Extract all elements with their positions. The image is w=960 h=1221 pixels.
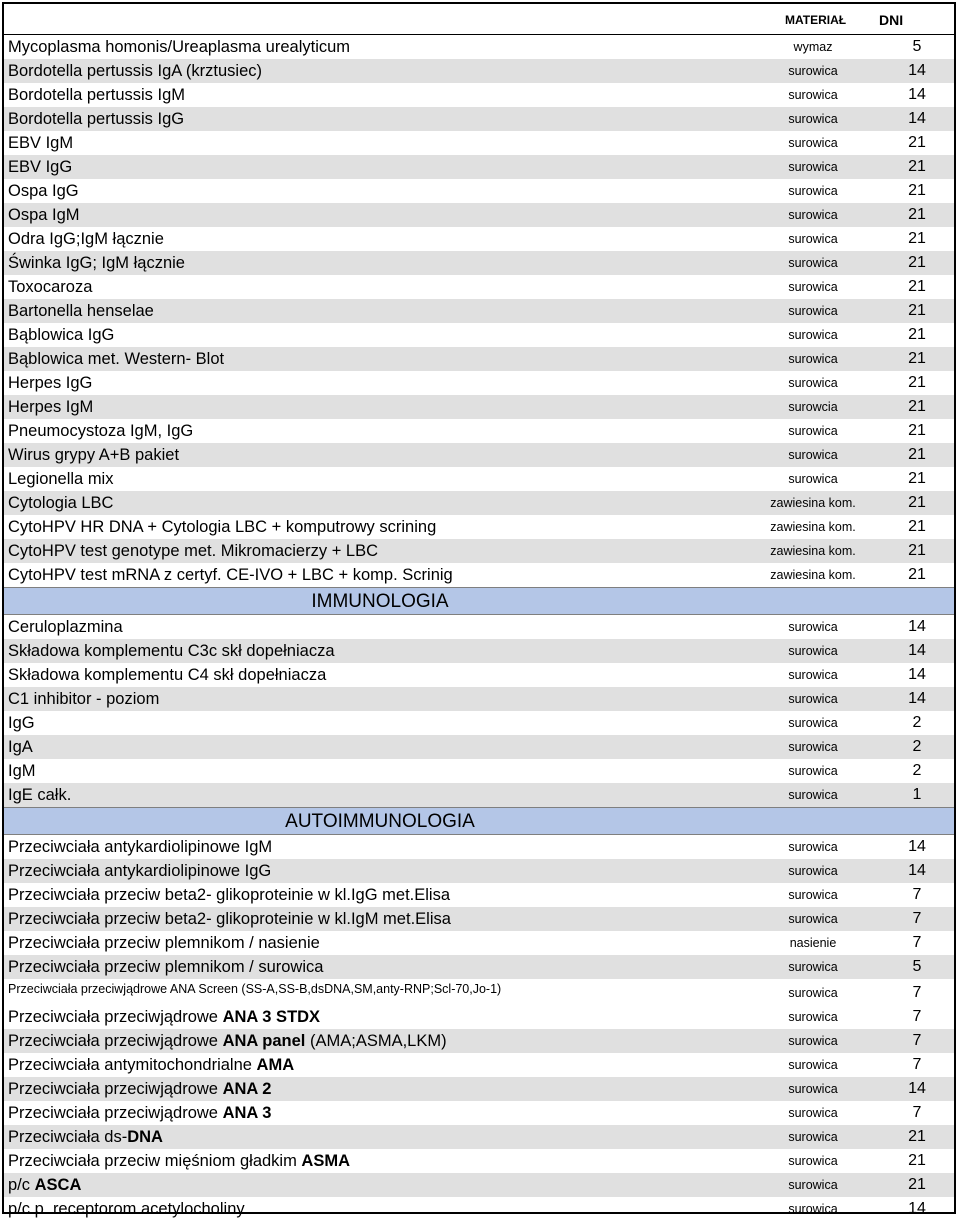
material-cell: surowica	[788, 1010, 838, 1024]
material-cell: surowica	[788, 88, 838, 102]
material-column-header: MATERIAŁ	[785, 13, 847, 27]
test-name: Przeciwciała antykardiolipinowe IgG	[8, 862, 272, 880]
table-header	[4, 4, 954, 35]
material-cell: surowica	[788, 232, 838, 246]
material-cell: surowica	[788, 1034, 838, 1048]
test-name: Bordotella pertussis IgA (krztusiec)	[8, 62, 263, 80]
days-cell: 7	[912, 934, 922, 951]
section-autoimmunologia	[4, 807, 954, 835]
material-cell: surowica	[788, 472, 838, 486]
test-name: Legionella mix	[8, 470, 114, 488]
material-cell: wymaz	[793, 40, 833, 54]
test-group-general	[4, 35, 954, 587]
days-cell: 21	[908, 494, 926, 511]
table-row	[4, 83, 954, 107]
table-row	[4, 735, 954, 759]
days-cell: 21	[908, 518, 926, 535]
material-cell: surowica	[788, 376, 838, 390]
days-cell: 5	[912, 958, 922, 975]
material-cell: surowica	[788, 620, 838, 634]
table-row	[4, 615, 954, 639]
days-cell: 21	[908, 446, 926, 463]
test-group-autoimmunologia	[4, 835, 954, 979]
days-cell: 21	[908, 422, 926, 439]
material-cell: surowcia	[788, 400, 838, 414]
test-name: Ospa IgM	[8, 206, 80, 224]
test-name-emphasis: DNA	[127, 1128, 163, 1146]
days-cell: 21	[908, 182, 926, 199]
test-name: Przeciwciała antykardiolipinowe IgM	[8, 838, 273, 856]
test-name: Przeciwciała przeciw beta2- glikoproteinie w kl.IgG met.Elisa	[8, 886, 451, 904]
test-name-emphasis: ASCA	[34, 1176, 82, 1194]
table-row	[4, 563, 954, 587]
material-cell: surowica	[788, 304, 838, 318]
material-cell: surowica	[788, 1178, 838, 1192]
days-cell: 21	[908, 278, 926, 295]
test-name: Odra IgG;IgM łącznie	[8, 230, 164, 248]
material-cell: surowica	[788, 788, 838, 802]
table-row	[4, 955, 954, 979]
days-cell: 7	[912, 1032, 922, 1049]
table-row	[4, 35, 954, 59]
table-row	[4, 59, 954, 83]
table-row	[4, 883, 954, 907]
test-name: Bąblowica met. Western- Blot	[8, 350, 225, 368]
test-name: Cytologia LBC	[8, 494, 114, 512]
table-row	[4, 1053, 954, 1077]
days-cell: 21	[908, 1176, 926, 1193]
test-name: Bordotella pertussis IgM	[8, 86, 185, 104]
table-row	[4, 979, 954, 1005]
days-cell: 21	[908, 134, 926, 151]
material-cell: surowica	[788, 716, 838, 730]
days-column-header: DNI	[879, 12, 904, 28]
material-cell: surowica	[788, 352, 838, 366]
material-cell: surowica	[788, 1058, 838, 1072]
table-row	[4, 323, 954, 347]
table-row	[4, 931, 954, 955]
material-cell: surowica	[788, 280, 838, 294]
test-name: Składowa komplementu C4 skł dopełniacza	[8, 666, 327, 684]
test-name-emphasis: AMA	[256, 1056, 295, 1074]
table-row	[4, 907, 954, 931]
table-row	[4, 1125, 954, 1149]
material-cell: surowica	[788, 644, 838, 658]
days-cell: 21	[908, 326, 926, 343]
material-cell: surowica	[788, 888, 838, 902]
test-name: IgG	[8, 714, 35, 732]
table-row	[4, 131, 954, 155]
days-cell: 21	[908, 470, 926, 487]
days-cell: 1	[912, 786, 922, 803]
test-name: Bartonella henselae	[8, 302, 154, 320]
days-cell: 2	[912, 738, 922, 755]
table-row	[4, 227, 954, 251]
material-cell: surowica	[788, 328, 838, 342]
test-name: Bąblowica IgG	[8, 326, 115, 344]
table-row	[4, 1101, 954, 1125]
table-row	[4, 759, 954, 783]
test-name-part: p/c p. receptorom acetylocholiny	[8, 1200, 245, 1218]
table-row	[4, 639, 954, 663]
test-name: Wirus grypy A+B pakiet	[8, 446, 180, 464]
test-name-emphasis: ANA panel	[222, 1032, 306, 1050]
test-name: Przeciwciała przeciwjądrowe ANA Screen (SS-A,SS-B,dsDNA,SM,anty-RNP;Scl-70,Jo-1)	[8, 982, 502, 996]
table-row	[4, 539, 954, 563]
material-cell: zawiesina kom.	[770, 544, 856, 558]
days-cell: 21	[908, 374, 926, 391]
test-name	[8, 1053, 294, 1077]
table-row	[4, 711, 954, 735]
material-cell: surowica	[788, 1154, 838, 1168]
days-cell: 14	[908, 1200, 926, 1217]
test-group-ana	[4, 1005, 954, 1221]
material-cell: surowica	[788, 256, 838, 270]
test-name: Przeciwciała przeciw beta2- glikoproteinie w kl.IgM met.Elisa	[8, 910, 451, 928]
test-name	[8, 1077, 271, 1101]
days-cell: 14	[908, 86, 926, 103]
test-name-emphasis: ANA 3 STDX	[222, 1008, 321, 1026]
table-row	[4, 783, 954, 807]
test-name-emphasis: ANA 3	[222, 1104, 272, 1122]
test-name: Herpes IgM	[8, 398, 94, 416]
test-name	[8, 1125, 163, 1149]
test-name: EBV IgG	[8, 158, 73, 176]
test-name	[8, 1005, 320, 1029]
table-row	[4, 1005, 954, 1029]
test-name: CytoHPV test genotype met. Mikromacierzy + LBC	[8, 542, 379, 560]
days-cell: 21	[908, 1128, 926, 1145]
material-cell: surowica	[788, 136, 838, 150]
table-row	[4, 347, 954, 371]
test-name: EBV IgM	[8, 134, 74, 152]
test-name: Bordotella pertussis IgG	[8, 110, 185, 128]
test-name	[8, 1173, 81, 1197]
days-cell: 7	[912, 1056, 922, 1073]
days-cell: 14	[908, 618, 926, 635]
material-cell: surowica	[788, 112, 838, 126]
days-cell: 2	[912, 714, 922, 731]
table-row	[4, 251, 954, 275]
material-cell: surowica	[788, 1082, 838, 1096]
days-cell: 14	[908, 642, 926, 659]
days-cell: 7	[912, 1008, 922, 1025]
table-row	[4, 1029, 954, 1053]
table-row	[4, 395, 954, 419]
material-cell: surowica	[788, 840, 838, 854]
material-cell: surowica	[788, 912, 838, 926]
section-title: IMMUNOLOGIA	[311, 591, 449, 612]
material-cell: surowica	[788, 160, 838, 174]
days-cell: 21	[908, 230, 926, 247]
test-name: IgA	[8, 738, 33, 756]
material-cell: surowica	[788, 668, 838, 682]
table-row	[4, 1077, 954, 1101]
table-row	[4, 155, 954, 179]
table-row	[4, 859, 954, 883]
material-cell: surowica	[788, 1106, 838, 1120]
days-cell: 14	[908, 110, 926, 127]
days-cell: 14	[908, 690, 926, 707]
table-row	[4, 443, 954, 467]
table-row	[4, 663, 954, 687]
test-name-part: (AMA;ASMA,LKM)	[305, 1032, 447, 1050]
test-name: IgM	[8, 762, 36, 780]
material-cell: surowica	[788, 184, 838, 198]
test-name-part: Przeciwciała przeciw mięśniom gładkim	[8, 1152, 302, 1170]
material-cell: surowica	[788, 424, 838, 438]
days-cell: 7	[912, 984, 922, 1001]
test-name-part: Przeciwciała ds-	[8, 1128, 128, 1146]
test-name: Herpes IgG	[8, 374, 93, 392]
days-cell: 14	[908, 862, 926, 879]
days-cell: 21	[908, 302, 926, 319]
material-cell: surowica	[788, 692, 838, 706]
table-row	[4, 835, 954, 859]
days-cell: 5	[912, 38, 922, 55]
table-row	[4, 179, 954, 203]
table-row	[4, 419, 954, 443]
test-name-emphasis: ASMA	[301, 1152, 351, 1170]
test-name: CytoHPV test mRNA z certyf. CE-IVO + LBC + komp. Scrinig	[8, 566, 453, 584]
table-row	[4, 371, 954, 395]
material-cell: surowica	[788, 1202, 838, 1216]
test-name: Pneumocystoza IgM, IgG	[8, 422, 194, 440]
test-name-part: Przeciwciała antymitochondrialne	[8, 1056, 257, 1074]
test-name-part: p/c	[8, 1176, 35, 1194]
days-cell: 2	[912, 762, 922, 779]
table-row	[4, 491, 954, 515]
test-name: Świnka IgG; IgM łącznie	[8, 254, 185, 272]
table-row	[4, 299, 954, 323]
days-cell: 21	[908, 254, 926, 271]
test-name: Ospa IgG	[8, 182, 79, 200]
material-cell: surowica	[788, 764, 838, 778]
test-name-part: Przeciwciała przeciwjądrowe	[8, 1032, 223, 1050]
material-cell: zawiesina kom.	[770, 520, 856, 534]
test-name-part: Przeciwciała przeciwjądrowe	[8, 1104, 223, 1122]
days-cell: 7	[912, 886, 922, 903]
section-immunologia	[4, 587, 954, 615]
days-cell: 14	[908, 666, 926, 683]
days-cell: 7	[912, 1104, 922, 1121]
material-cell: surowica	[788, 448, 838, 462]
test-name-part: Przeciwciała przeciwjądrowe	[8, 1008, 223, 1026]
test-name	[8, 1101, 271, 1125]
table-row	[4, 275, 954, 299]
days-cell: 14	[908, 1080, 926, 1097]
material-cell: surowica	[788, 986, 838, 1000]
days-cell: 21	[908, 158, 926, 175]
table-row	[4, 515, 954, 539]
days-cell: 21	[908, 1152, 926, 1169]
material-cell: nasienie	[789, 936, 837, 950]
test-name: Składowa komplementu C3c skł dopełniacza	[8, 642, 335, 660]
test-name-emphasis: ANA 2	[222, 1080, 272, 1098]
days-cell: 21	[908, 206, 926, 223]
material-cell: zawiesina kom.	[770, 568, 856, 582]
table-row	[4, 107, 954, 131]
test-name: IgE całk.	[8, 786, 72, 804]
table-row	[4, 1173, 954, 1197]
material-cell: surowica	[788, 864, 838, 878]
table-row	[4, 467, 954, 491]
section-title: AUTOIMMUNOLOGIA	[285, 811, 475, 832]
test-name	[8, 1149, 350, 1173]
days-cell: 7	[912, 910, 922, 927]
table-row	[4, 687, 954, 711]
material-cell: zawiesina kom.	[770, 496, 856, 510]
test-name	[8, 1197, 245, 1221]
test-name: CytoHPV HR DNA + Cytologia LBC + komputrowy scrining	[8, 518, 437, 536]
table-row	[4, 203, 954, 227]
test-name-part: Przeciwciała przeciwjądrowe	[8, 1080, 223, 1098]
days-cell: 21	[908, 350, 926, 367]
material-cell: surowica	[788, 740, 838, 754]
days-cell: 14	[908, 838, 926, 855]
test-name: Mycoplasma homonis/Ureaplasma urealyticum	[8, 38, 351, 56]
days-cell: 21	[908, 566, 926, 583]
price-table	[2, 2, 956, 1218]
test-name: Przeciwciała przeciw plemnikom / surowica	[8, 958, 324, 976]
test-name	[8, 1029, 447, 1053]
table-row	[4, 1197, 954, 1221]
material-cell: surowica	[788, 208, 838, 222]
days-cell: 14	[908, 62, 926, 79]
test-name: Ceruloplazmina	[8, 618, 123, 636]
material-cell: surowica	[788, 64, 838, 78]
material-cell: surowica	[788, 960, 838, 974]
days-cell: 21	[908, 398, 926, 415]
test-name: Przeciwciała przeciw plemnikom / nasienie	[8, 934, 320, 952]
days-cell: 21	[908, 542, 926, 559]
table-row	[4, 1149, 954, 1173]
test-name: C1 inhibitor - poziom	[8, 690, 160, 708]
test-name: Toxocaroza	[8, 278, 93, 296]
material-cell: surowica	[788, 1130, 838, 1144]
test-group-immunologia	[4, 615, 954, 807]
